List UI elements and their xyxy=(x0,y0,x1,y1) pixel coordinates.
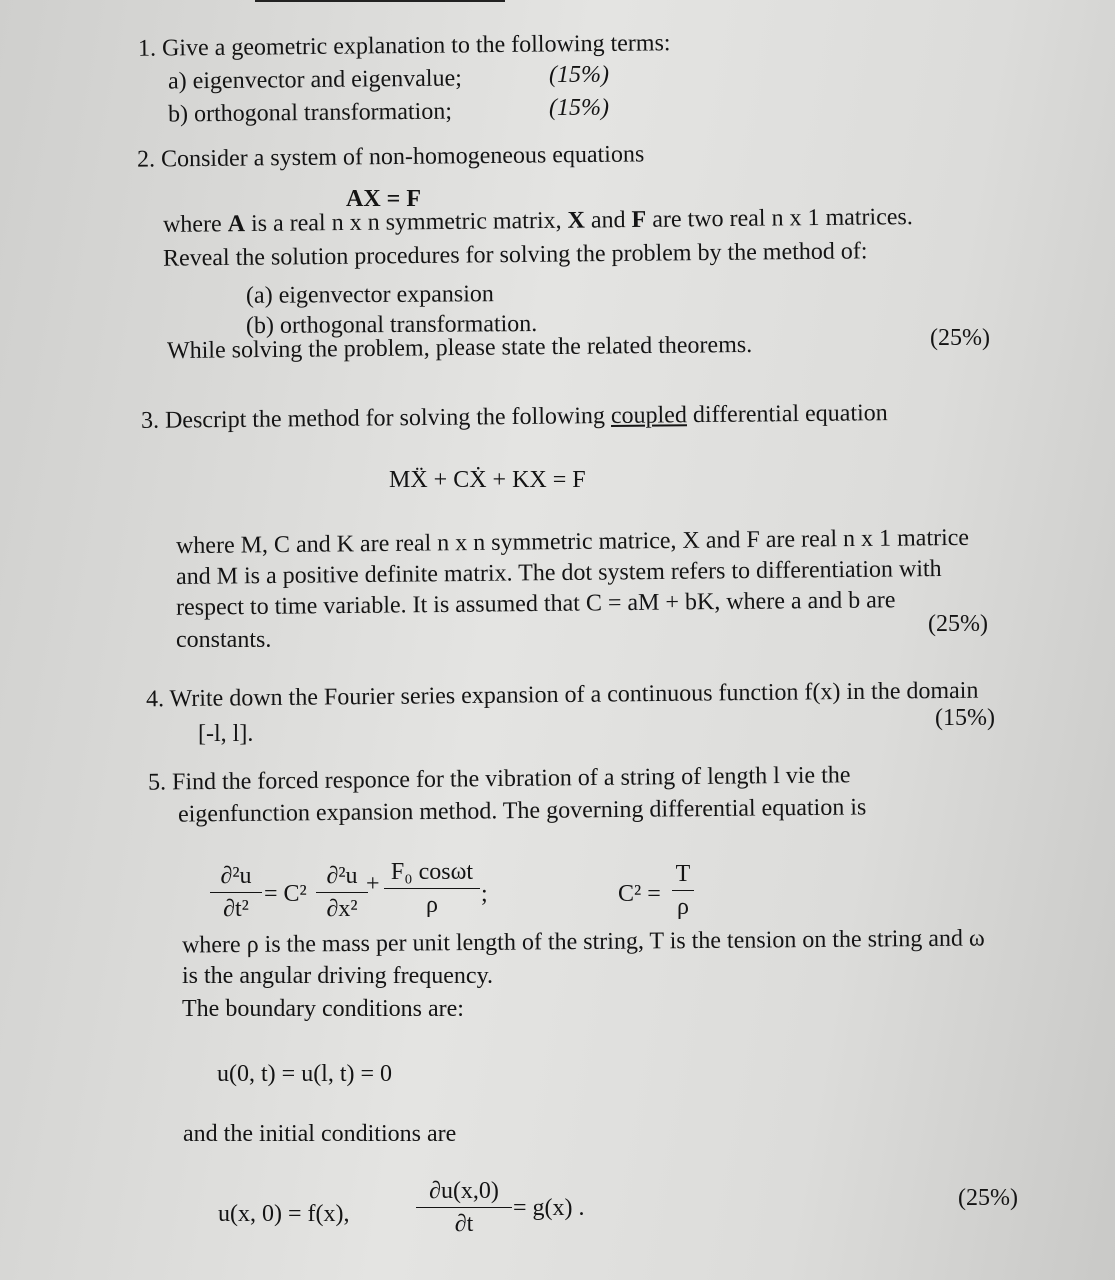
eq-lhs-numerator: ∂²u xyxy=(220,863,252,889)
q5-ic-title: and the initial conditions are xyxy=(183,1121,457,1147)
ic-denominator: ∂t xyxy=(454,1211,474,1237)
eq-lhs-denominator: ∂t² xyxy=(223,896,249,922)
q3-percent: (25%) xyxy=(928,611,988,637)
c2-lhs: C² = xyxy=(618,881,661,907)
eq-force-fraction xyxy=(384,858,480,919)
q5-line1: 5. Find the forced responce for the vibration of a string of length l vie the xyxy=(147,762,851,796)
q2-item-a: (a) eigenvector expansion xyxy=(245,281,494,309)
q5-where2: is the angular driving frequency. xyxy=(182,963,494,989)
q1-b-percent: (15%) xyxy=(549,95,609,121)
q3-line1: where M, C and K are real n x n symmetric matrice, X and F are real n x 1 matrice xyxy=(175,524,970,560)
eq-lhs-fraction xyxy=(210,862,262,923)
q5-bc-equation: u(0, t) = u(l, t) = 0 xyxy=(217,1061,393,1087)
eq-equals-c2: = C² xyxy=(264,881,307,907)
q2-reveal-line: Reveal the solution procedures for solving the problem by the method of: xyxy=(162,238,868,272)
q1-a-text: a) eigenvector and eigenvalue; xyxy=(167,65,462,95)
q1-title: 1. Give a geometric explanation to the following terms: xyxy=(137,30,671,62)
q2-title: 2. Consider a system of non-homogeneous equations xyxy=(136,141,645,173)
q2-where-line: where A is a real n x n symmetric matrix, X and F are two real n x 1 matrices. xyxy=(162,204,913,238)
c2-denominator: ρ xyxy=(677,894,689,920)
q2-percent: (25%) xyxy=(930,325,990,351)
q5-percent: (25%) xyxy=(958,1185,1018,1211)
eq-force-denominator: ρ xyxy=(426,892,438,918)
q3-equation: MẌ + CẊ + KX = F xyxy=(389,467,586,493)
q1-b-text: b) orthogonal transformation; xyxy=(167,98,453,128)
c2-numerator: T xyxy=(675,861,691,887)
eq-semicolon: ; xyxy=(481,881,488,907)
eq-mid-denominator: ∂x² xyxy=(326,896,358,922)
q5-line2: eigenfunction expansion method. The governing differential equation is xyxy=(177,794,867,828)
q2-theorems-line: While solving the problem, please state the related theorems. xyxy=(166,331,753,365)
q2-item-b: (b) orthogonal transformation. xyxy=(245,310,538,340)
top-rule xyxy=(255,0,505,2)
q4-percent: (15%) xyxy=(935,705,995,731)
q3-line3: respect to time variable. It is assumed that C = aM + bK, where a and b are xyxy=(175,587,896,621)
q4-title: 4. Write down the Fourier series expansion of a continuous function f(x) in the domain xyxy=(145,677,979,713)
q5-bc-title: The boundary conditions are: xyxy=(182,996,464,1022)
eq-plus: + xyxy=(366,871,380,897)
q3-line2: and M is a positive definite matrix. The dot system refers to differentiation with xyxy=(175,555,942,591)
q5-where1: where ρ is the mass per unit length of the string, T is the tension on the string and ω xyxy=(181,925,985,959)
q5-ic-equation1: u(x, 0) = f(x), xyxy=(218,1201,350,1227)
ic-numerator: ∂u(x,0) xyxy=(429,1178,499,1204)
eq-force-numerator: F₀ cosωt xyxy=(390,859,474,885)
q1-a-percent: (15%) xyxy=(549,62,609,88)
eq-mid-numerator: ∂²u xyxy=(326,863,358,889)
ic-fraction xyxy=(416,1177,512,1238)
q3-line4: constants. xyxy=(176,627,272,653)
q2-equation: AX = F xyxy=(346,186,421,212)
eq-mid-fraction xyxy=(316,862,368,923)
c2-fraction xyxy=(672,860,694,921)
q3-title: 3. Descript the method for solving the following coupled differential equation xyxy=(140,400,888,434)
q4-domain: [-l, l]. xyxy=(198,721,254,747)
q5-ic-rhs: = g(x) . xyxy=(513,1195,585,1221)
